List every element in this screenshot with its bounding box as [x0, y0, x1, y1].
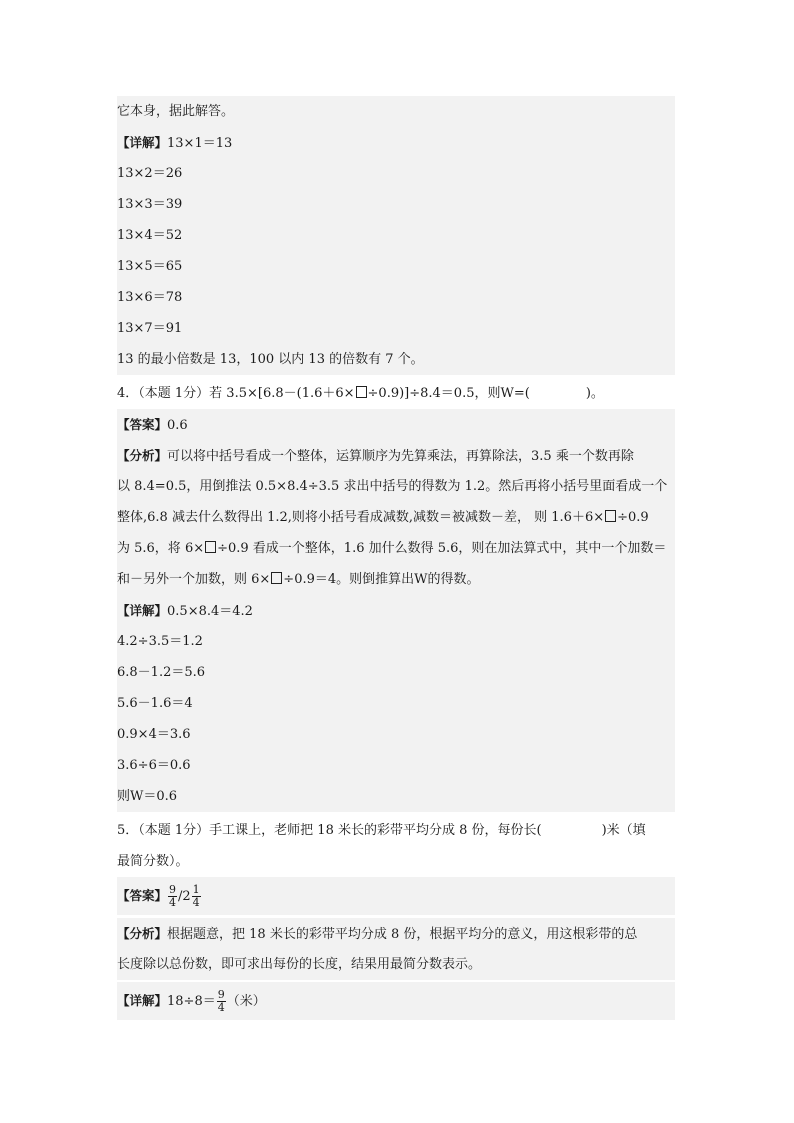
q3-detail-line: [117, 189, 675, 220]
q4-detail-line: [117, 719, 675, 750]
q4-detail-3: 5.6－1.6＝4: [117, 696, 193, 711]
q3-detail-line: [117, 313, 675, 344]
q3-detail-3: 13×3＝39: [117, 197, 183, 212]
q4-detail-4: 0.9×4＝3.6: [117, 727, 191, 742]
q4-analysis-1: 可以将中括号看成一个整体，运算顺序为先算乘法，再算除法，3.5 乘一个数再除: [167, 449, 634, 464]
q3-analysis-tail-text: 它本身，据此解答。: [117, 104, 235, 119]
q5-analysis-line: [117, 949, 675, 980]
q4-analysis-4a: 为 5.6，将 6×: [117, 541, 205, 556]
q3-analysis-tail: [117, 96, 675, 127]
q4-detail-line: [117, 688, 675, 719]
detail-tag: 【详解】: [117, 993, 168, 1008]
q4-detail-1: 4.2÷3.5＝1.2: [117, 634, 203, 649]
q5-analysis-line: [117, 918, 675, 949]
q4-analysis-2: 以 8.4=0.5，用倒推法 0.5×8.4÷3.5 求出中括号的得数为 1.2。然后再将小括号里面看成一个: [117, 479, 668, 494]
q4-analysis-line: [117, 502, 675, 533]
q4-analysis-line: [117, 440, 675, 471]
q3-detail-line: [117, 220, 675, 251]
q4-detail-line: [117, 595, 675, 626]
q4-analysis-line: [117, 533, 675, 564]
q4-analysis-3b: ÷0.9: [617, 510, 649, 525]
q5-stem-part-c: 最简分数）。: [117, 854, 189, 869]
q4-detail-line: [117, 626, 675, 657]
q4-analysis-4b: ÷0.9 看成一个整体，1.6 加什么数得 5.6，则在加法算式中，其中一个加数＝: [217, 541, 667, 556]
answer-separator: /2: [178, 889, 191, 904]
q4-detail-line: [117, 657, 675, 688]
q3-detail-line: [117, 158, 675, 189]
q5-detail-expression: 18÷8＝: [167, 994, 216, 1009]
q5-stem-part-b: )米（填: [601, 823, 646, 838]
q4-answer: [117, 409, 675, 440]
q3-detail-4: 13×4＝52: [117, 228, 183, 243]
q5-detail-line: [117, 982, 675, 1020]
q3-detail-line: [117, 251, 675, 282]
blank-box-icon: [356, 386, 367, 398]
q3-conclusion: [117, 344, 675, 375]
q3-detail-line: [117, 127, 675, 158]
fraction-denominator: 4: [169, 896, 177, 909]
q3-detail-1: 13×1＝13: [167, 136, 233, 151]
answer-tag: 【答案】: [117, 888, 168, 903]
answer-tag: 【答案】: [117, 417, 168, 432]
q4-analysis-3a: 整体,6.8 减去什么数得出 1.2,则将小括号看成减数,减数＝被减数－差， 则 1.6＋6×: [117, 510, 605, 525]
q4-detail-2: 6.8－1.2＝5.6: [117, 665, 206, 680]
blank-box-icon: [605, 510, 616, 522]
q3-detail-line: [117, 282, 675, 313]
q4-stem-part-b: ÷0.9)]÷8.4＝0.5，则W=(: [367, 386, 530, 401]
answer-fraction: [168, 884, 177, 909]
q5-answer: [117, 877, 675, 915]
q4-analysis-line: [117, 564, 675, 595]
q5-stem-line-2: [117, 846, 675, 877]
q4-stem: [117, 378, 675, 409]
q3-detail-6: 13×6＝78: [117, 290, 183, 305]
fraction-denominator: 4: [192, 896, 200, 909]
q5-detail-unit: （米）: [226, 994, 266, 1009]
q5-analysis-2: 长度除以总份数，即可求出每份的长度，结果用最简分数表示。: [117, 957, 482, 972]
fraction-numerator: 9: [217, 988, 225, 1001]
q4-analysis-5a: 和－另外一个加数，则 6×: [117, 572, 271, 587]
detail-tag: 【详解】: [117, 603, 168, 618]
q3-detail-7: 13×7＝91: [117, 321, 183, 336]
q4-detail-line: [117, 750, 675, 781]
detail-fraction: [217, 989, 226, 1014]
q4-analysis-5b: ÷0.9＝4。则倒推算出W的得数。: [283, 572, 480, 587]
blank-box-icon: [205, 541, 216, 553]
detail-tag: 【详解】: [117, 135, 168, 150]
fraction-numerator: 1: [192, 883, 200, 896]
q4-detail-first: 0.5×8.4＝4.2: [167, 604, 253, 619]
blank-box-icon: [271, 572, 282, 584]
q5-stem-line-1: [117, 815, 675, 846]
q5-analysis-1: 根据题意，把 18 米长的彩带平均分成 8 份，根据平均分的意义，用这根彩带的总: [167, 927, 638, 942]
q4-stem-part-a: 4．（本题 1分）若 3.5×[6.8－(1.6＋6×: [117, 386, 355, 401]
q4-analysis-line: [117, 471, 675, 502]
q4-stem-part-c: )。: [585, 386, 604, 401]
analysis-tag: 【分析】: [117, 926, 168, 941]
q4-conclusion: [117, 781, 675, 812]
fraction-denominator: 4: [217, 1001, 225, 1014]
q3-detail-5: 13×5＝65: [117, 259, 183, 274]
q3-conclusion-text: 13 的最小倍数是 13，100 以内 13 的倍数有 7 个。: [117, 352, 424, 367]
answer-mixed-fraction: [192, 884, 201, 909]
fraction-numerator: 9: [169, 883, 177, 896]
q4-detail-5: 3.6÷6＝0.6: [117, 758, 191, 773]
q4-answer-value: 0.6: [167, 418, 188, 433]
analysis-tag: 【分析】: [117, 448, 168, 463]
q3-detail-2: 13×2＝26: [117, 166, 183, 181]
q5-stem-part-a: 5．（本题 1分）手工课上，老师把 18 米长的彩带平均分成 8 份，每份长(: [117, 823, 542, 838]
q4-conclusion-text: 则W＝0.6: [117, 789, 178, 804]
